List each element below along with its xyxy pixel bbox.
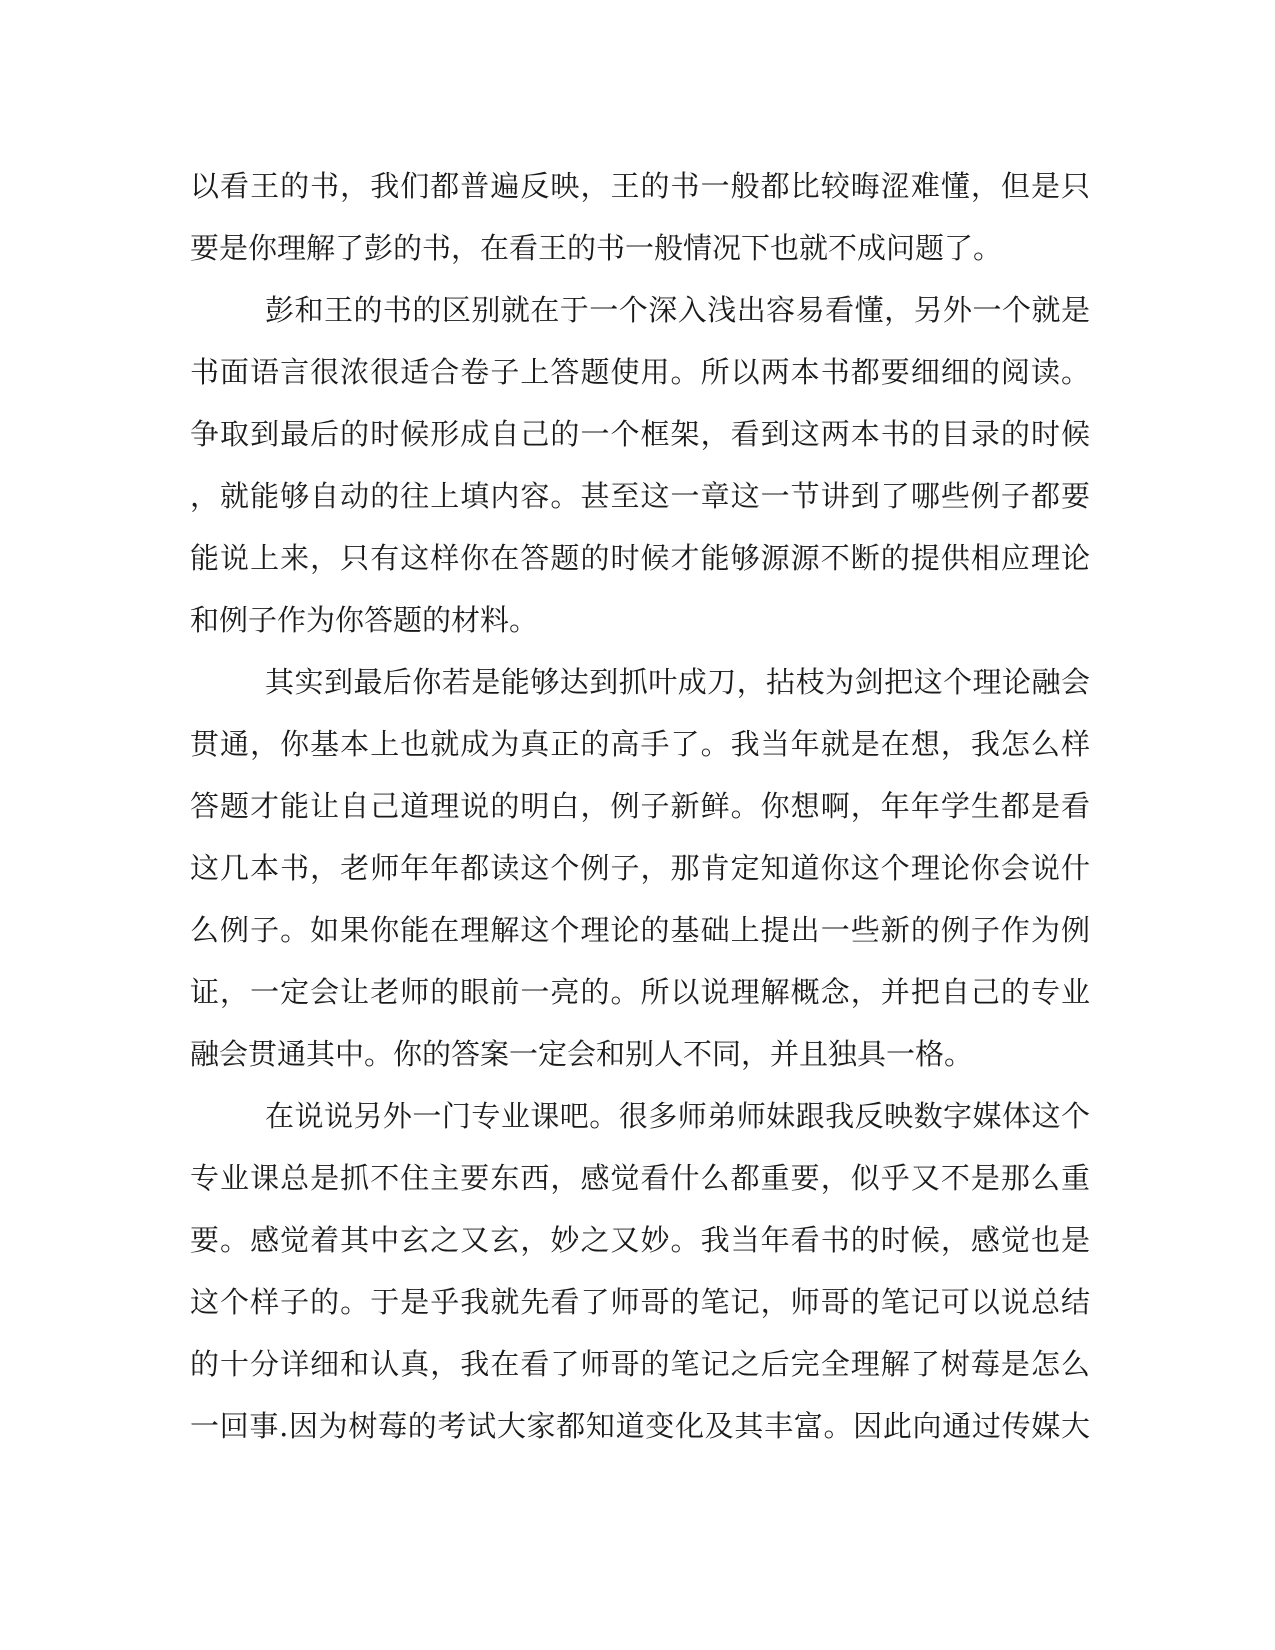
text-line: 其实到最后你若是能够达到抓叶成刀，拈枝为剑把这个理论融会 <box>265 665 1090 699</box>
text-line: 融会贯通其中。你的答案一定会和别人不同，并且独具一格。 <box>190 1037 974 1071</box>
text-line: 一回事.因为树莓的考试大家都知道变化及其丰富。因此向通过传媒大 <box>190 1409 1090 1443</box>
text-line: 这个样子的。于是乎我就先看了师哥的笔记，师哥的笔记可以说总结 <box>190 1285 1090 1319</box>
text-line: 能说上来，只有这样你在答题的时候才能够源源不断的提供相应理论 <box>190 541 1090 575</box>
text-line: 彭和王的书的区别就在于一个深入浅出容易看懂，另外一个就是 <box>265 293 1090 327</box>
text-line: 贯通，你基本上也就成为真正的高手了。我当年就是在想，我怎么样 <box>190 727 1090 761</box>
text-line: 书面语言很浓很适合卷子上答题使用。所以两本书都要细细的阅读。 <box>190 355 1090 389</box>
paragraph <box>190 279 1090 651</box>
text-line: 争取到最后的时候形成自己的一个框架，看到这两本书的目录的时候 <box>190 417 1090 451</box>
document-body <box>190 155 1090 1457</box>
text-line: 的十分详细和认真，我在看了师哥的笔记之后完全理解了树莓是怎么 <box>190 1347 1090 1381</box>
text-line: 以看王的书，我们都普遍反映，王的书一般都比较晦涩难懂，但是只 <box>190 169 1090 203</box>
text-line: 要是你理解了彭的书，在看王的书一般情况下也就不成问题了。 <box>190 231 1003 265</box>
paragraph <box>190 1085 1090 1457</box>
paragraph <box>190 155 1090 279</box>
text-line: 这几本书，老师年年都读这个例子，那肯定知道你这个理论你会说什 <box>190 851 1090 885</box>
paragraph <box>190 651 1090 1085</box>
text-line: 在说说另外一门专业课吧。很多师弟师妹跟我反映数字媒体这个 <box>265 1099 1090 1133</box>
text-line: 证，一定会让老师的眼前一亮的。所以说理解概念，并把自己的专业 <box>190 975 1090 1009</box>
text-line: 答题才能让自己道理说的明白，例子新鲜。你想啊，年年学生都是看 <box>190 789 1090 823</box>
text-line: 专业课总是抓不住主要东西，感觉看什么都重要，似乎又不是那么重 <box>190 1161 1090 1195</box>
text-line: 和例子作为你答题的材料。 <box>190 603 539 637</box>
text-line: ，就能够自动的往上填内容。甚至这一章这一节讲到了哪些例子都要 <box>190 479 1090 513</box>
text-line: 要。感觉着其中玄之又玄，妙之又妙。我当年看书的时候，感觉也是 <box>190 1223 1090 1257</box>
text-line: 么例子。如果你能在理解这个理论的基础上提出一些新的例子作为例 <box>190 913 1090 947</box>
